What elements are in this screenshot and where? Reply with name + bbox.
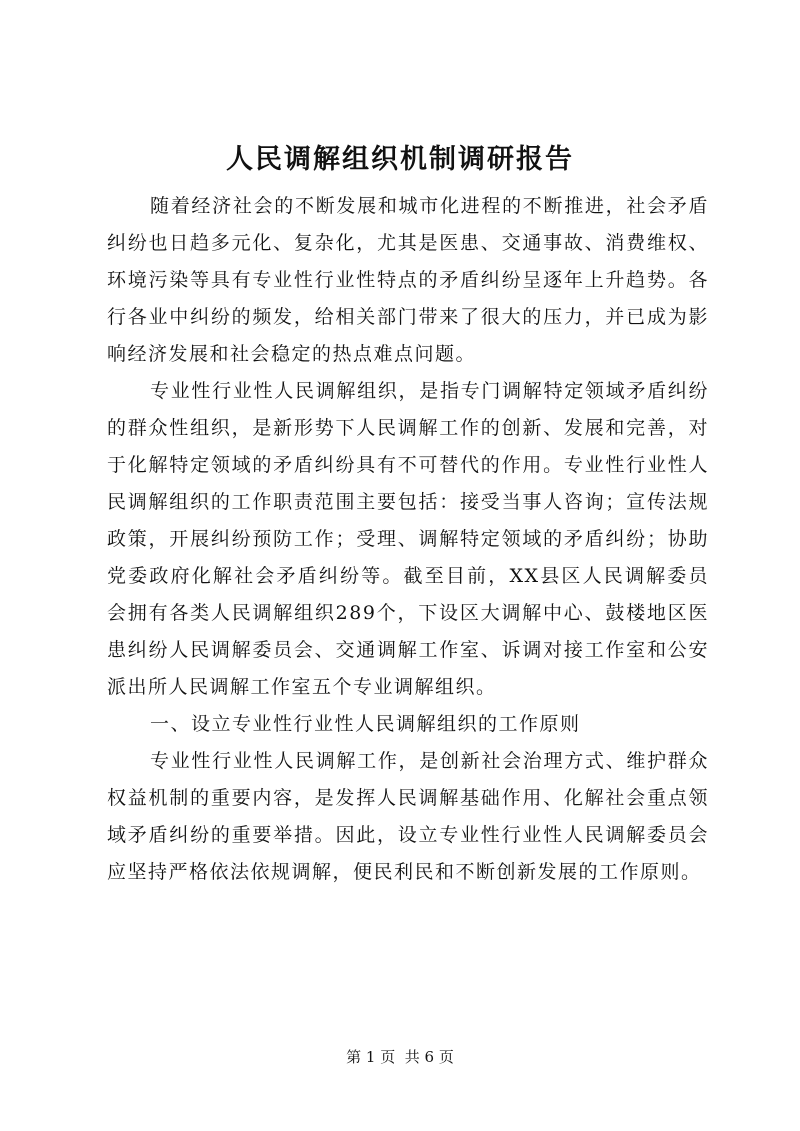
document-body (107, 188, 709, 891)
paragraph-intro: 随着经济社会的不断发展和城市化进程的不断推进，社会矛盾纠纷也日趋多元化、复杂化，尤其是医患、交通事故、消费维权、环境污染等具有专业性行业性特点的矛盾纠纷呈逐年上升趋势。各行各业中纠纷的频发，给相关部门带来了很大的压力，并已成为影响经济发展和社会稳定的热点难点问题。 (107, 195, 709, 365)
section-heading-principles: 一、设立专业性行业性人民调解组织的工作原则 (150, 713, 581, 735)
paragraph-principles: 专业性行业性人民调解工作，是创新社会治理方式、维护群众权益机制的重要内容，是发挥人民调解基础作用、化解社会重点领域矛盾纠纷的重要举措。因此，设立专业性行业性人民调解委员会应坚持严格依法依规调解，便民利民和不断创新发展的工作原则。 (107, 750, 709, 883)
document-title: 人民调解组织机制调研报告 (226, 144, 574, 175)
page-footer (0, 1047, 800, 1067)
page-number: 第 1 页 共 6 页 (346, 1048, 454, 1066)
paragraph-organization: 专业性行业性人民调解组织，是指专门调解特定领域矛盾纠纷的群众性组织，是新形势下人民调解工作的创新、发展和完善，对于化解特定领域的矛盾纠纷具有不可替代的作用。专业性行业性人民调解组织的工作职责范围主要包括：接受当事人咨询；宣传法规政策，开展纠纷预防工作；受理、调解特定领域的矛盾纠纷；协助党委政府化解社会矛盾纠纷等。截至目前，XX县区人民调解委员会拥有各类人民调解组织289个，下设区大调解中心、鼓楼地区医患纠纷人民调解委员会、交通调解工作室、诉调对接工作室和公安派出所人民调解工作室五个专业调解组织。 (107, 380, 709, 698)
